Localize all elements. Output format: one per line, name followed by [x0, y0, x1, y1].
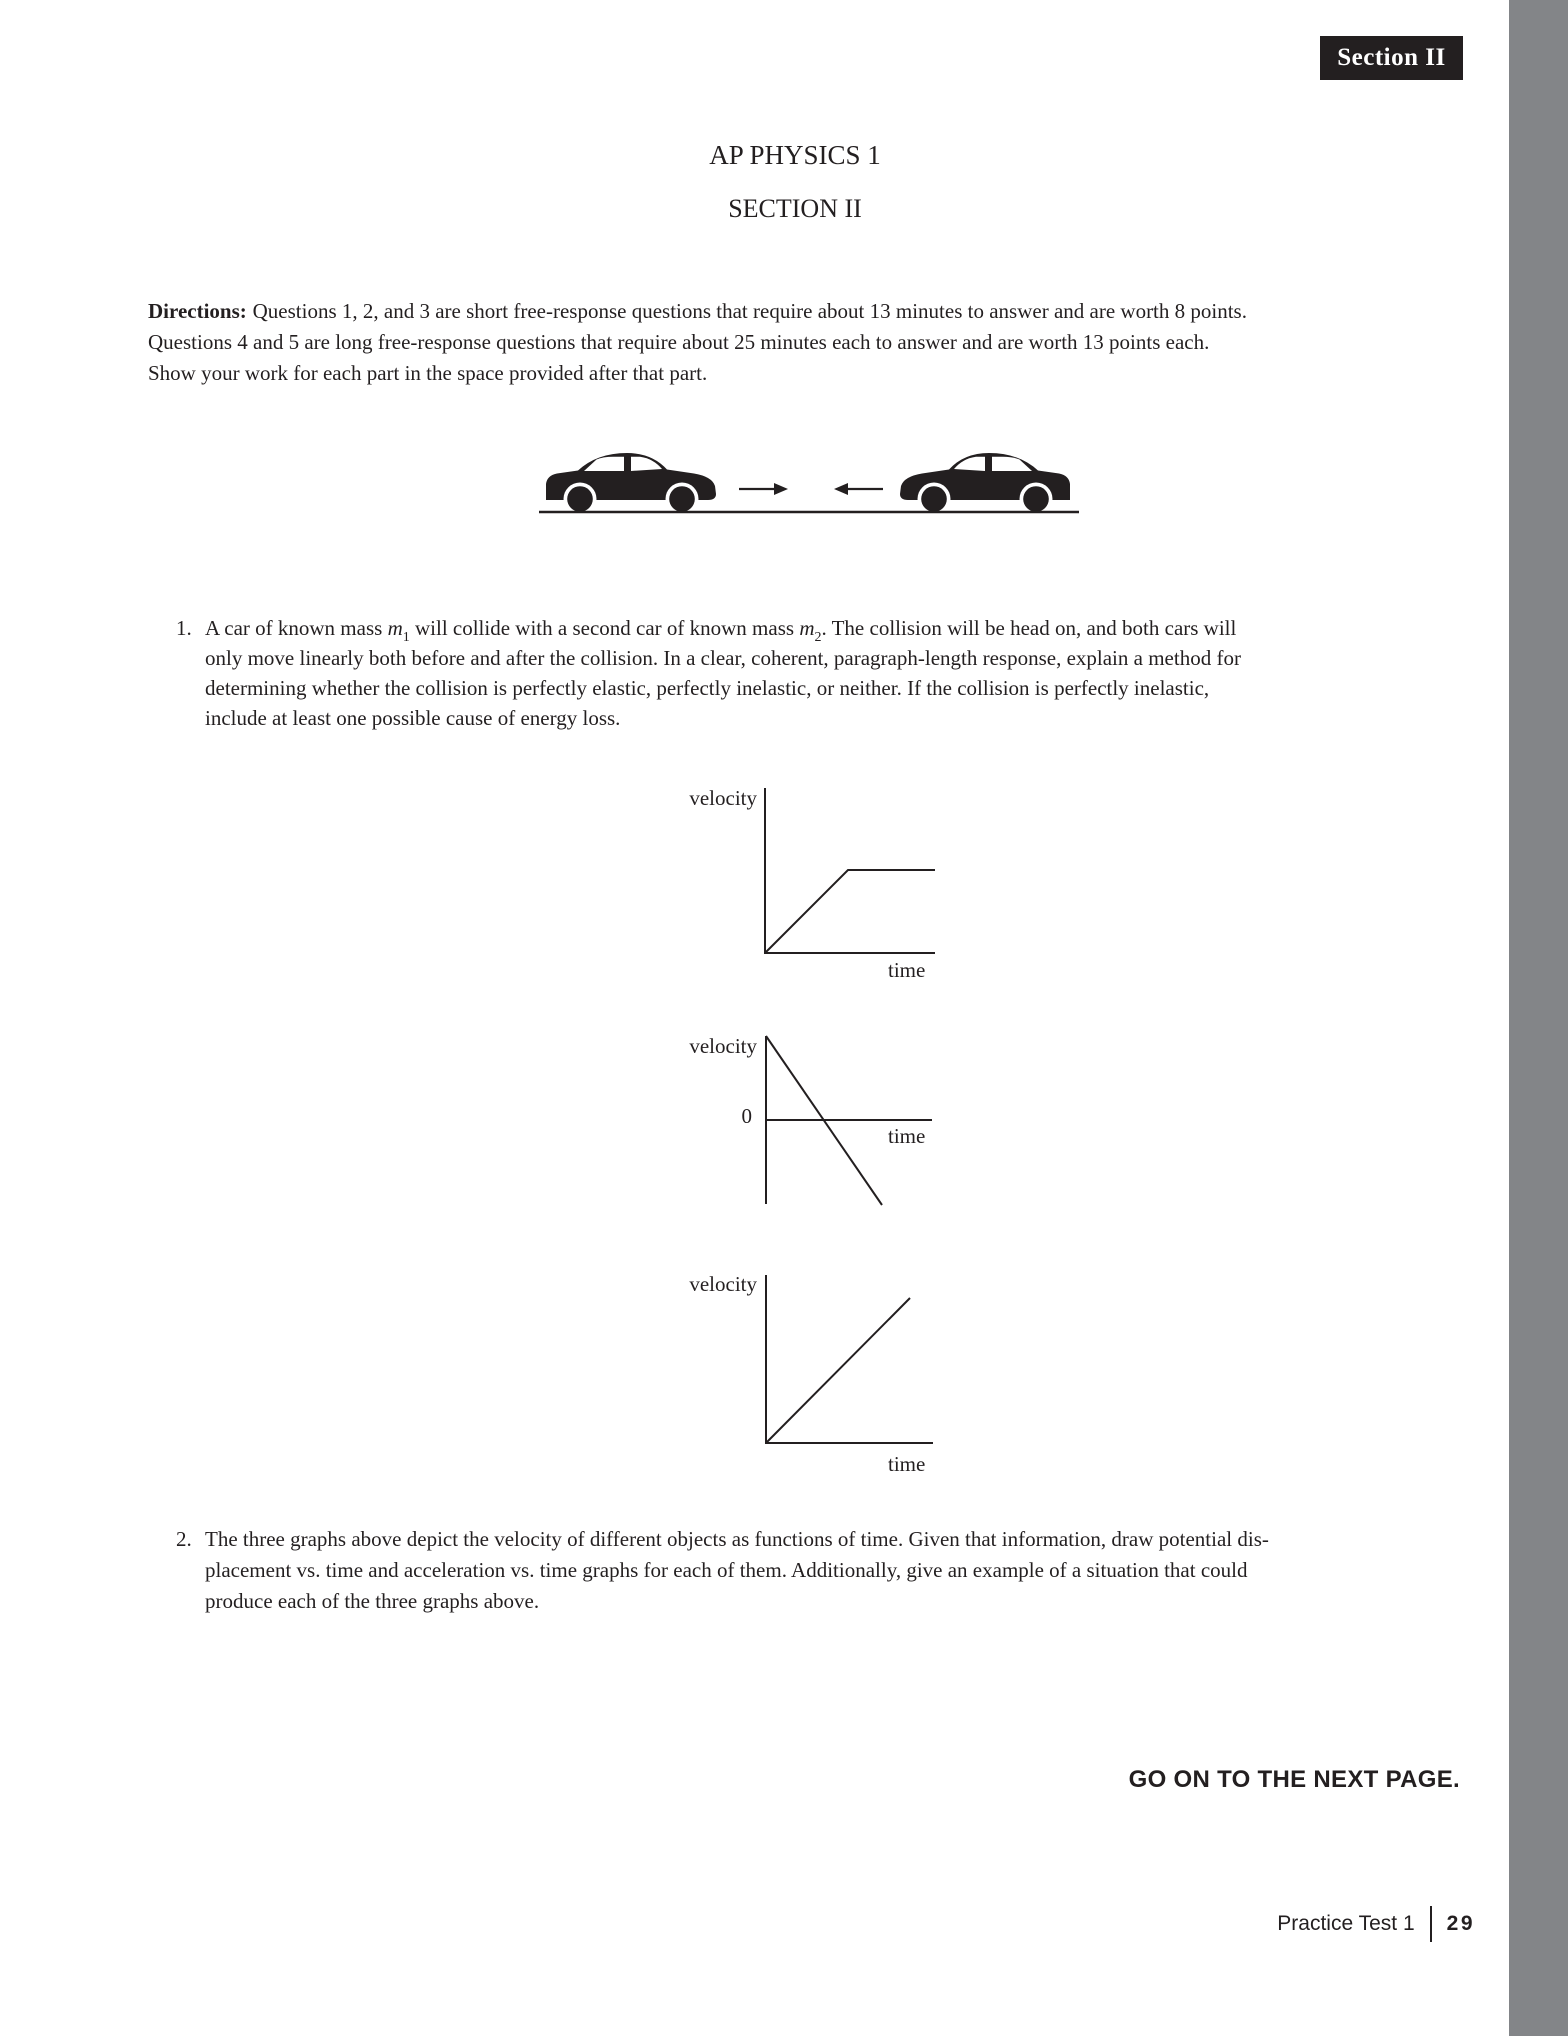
mass-m2-symbol: m — [799, 616, 815, 640]
footer-label: Practice Test 1 — [1277, 1912, 1415, 1935]
graph3-velocity-label: velocity — [689, 1272, 757, 1296]
cars-figure — [530, 442, 1090, 520]
car-icon-left — [546, 453, 716, 516]
directions-line — [148, 296, 1508, 327]
graph3-curve — [766, 1298, 910, 1443]
question2-line-2: placement vs. time and acceleration vs. time graphs for each of them. Additionally, give an example of a situation that could — [205, 1558, 1248, 1582]
graph2-time-label: time — [888, 1124, 926, 1148]
graph1-curve — [765, 870, 935, 953]
mass-m1-symbol: m — [387, 616, 403, 640]
right-arrow-icon — [739, 483, 788, 495]
question1-line-3: determining whether the collision is perfectly elastic, perfectly inelastic, or neither. If the collision is perfectly inelastic, — [205, 676, 1210, 700]
directions — [148, 296, 1508, 389]
left-arrow-icon — [834, 483, 883, 495]
directions-text-3: Show your work for each part in the space provided after that part. — [148, 361, 708, 385]
car-icon-right — [900, 453, 1070, 516]
footer — [1277, 1904, 1475, 1944]
question1-line-2: only move linearly both before and after the collision. In a clear, coherent, paragraph-length response, explain a method for — [205, 646, 1241, 670]
footer-page-number: 29 — [1446, 1912, 1475, 1935]
question1-number: 1. — [176, 616, 192, 640]
directions-text-1: Questions 1, 2, and 3 are short free-response questions that require about 13 minutes to answer and are worth 8 points. — [252, 299, 1247, 323]
question2-line-3: produce each of the three graphs above. — [205, 1589, 540, 1613]
section-badge: Section II — [1320, 36, 1463, 80]
graph2-velocity-label: velocity — [689, 1034, 757, 1058]
question1-line-4: include at least one possible cause of energy loss. — [205, 706, 621, 730]
footer-divider — [1430, 1906, 1432, 1942]
graph3-time-label: time — [888, 1452, 926, 1476]
question2-number: 2. — [176, 1527, 192, 1551]
directions-text-2: Questions 4 and 5 are long free-response questions that require about 25 minutes each to answer and are worth 13 points each. — [148, 330, 1210, 354]
graph1-velocity-label: velocity — [689, 786, 757, 810]
right-edge-bar — [1509, 0, 1568, 2036]
question1-line-1: A car of known mass $m_1$ will collide with a second car of known mass $m_2$. The collision will be head on, and both cars will — [205, 616, 1237, 645]
question1-text — [205, 613, 1241, 733]
graph3 — [760, 1270, 940, 1450]
graph1 — [760, 783, 940, 958]
graph1-time-label: time — [888, 958, 926, 982]
question2-text — [205, 1524, 1269, 1617]
question2-line-1: The three graphs above depict the velocity of different objects as functions of time. Given that information, draw potential dis- — [205, 1527, 1269, 1551]
go-on-text: GO ON TO THE NEXT PAGE. — [1128, 1766, 1460, 1793]
directions-label: Directions: — [148, 299, 247, 323]
graph2-zero-label: 0 — [741, 1104, 752, 1128]
section-subtitle: SECTION II — [728, 194, 862, 223]
page-title: AP PHYSICS 1 — [709, 140, 881, 170]
graph2 — [760, 1030, 940, 1210]
